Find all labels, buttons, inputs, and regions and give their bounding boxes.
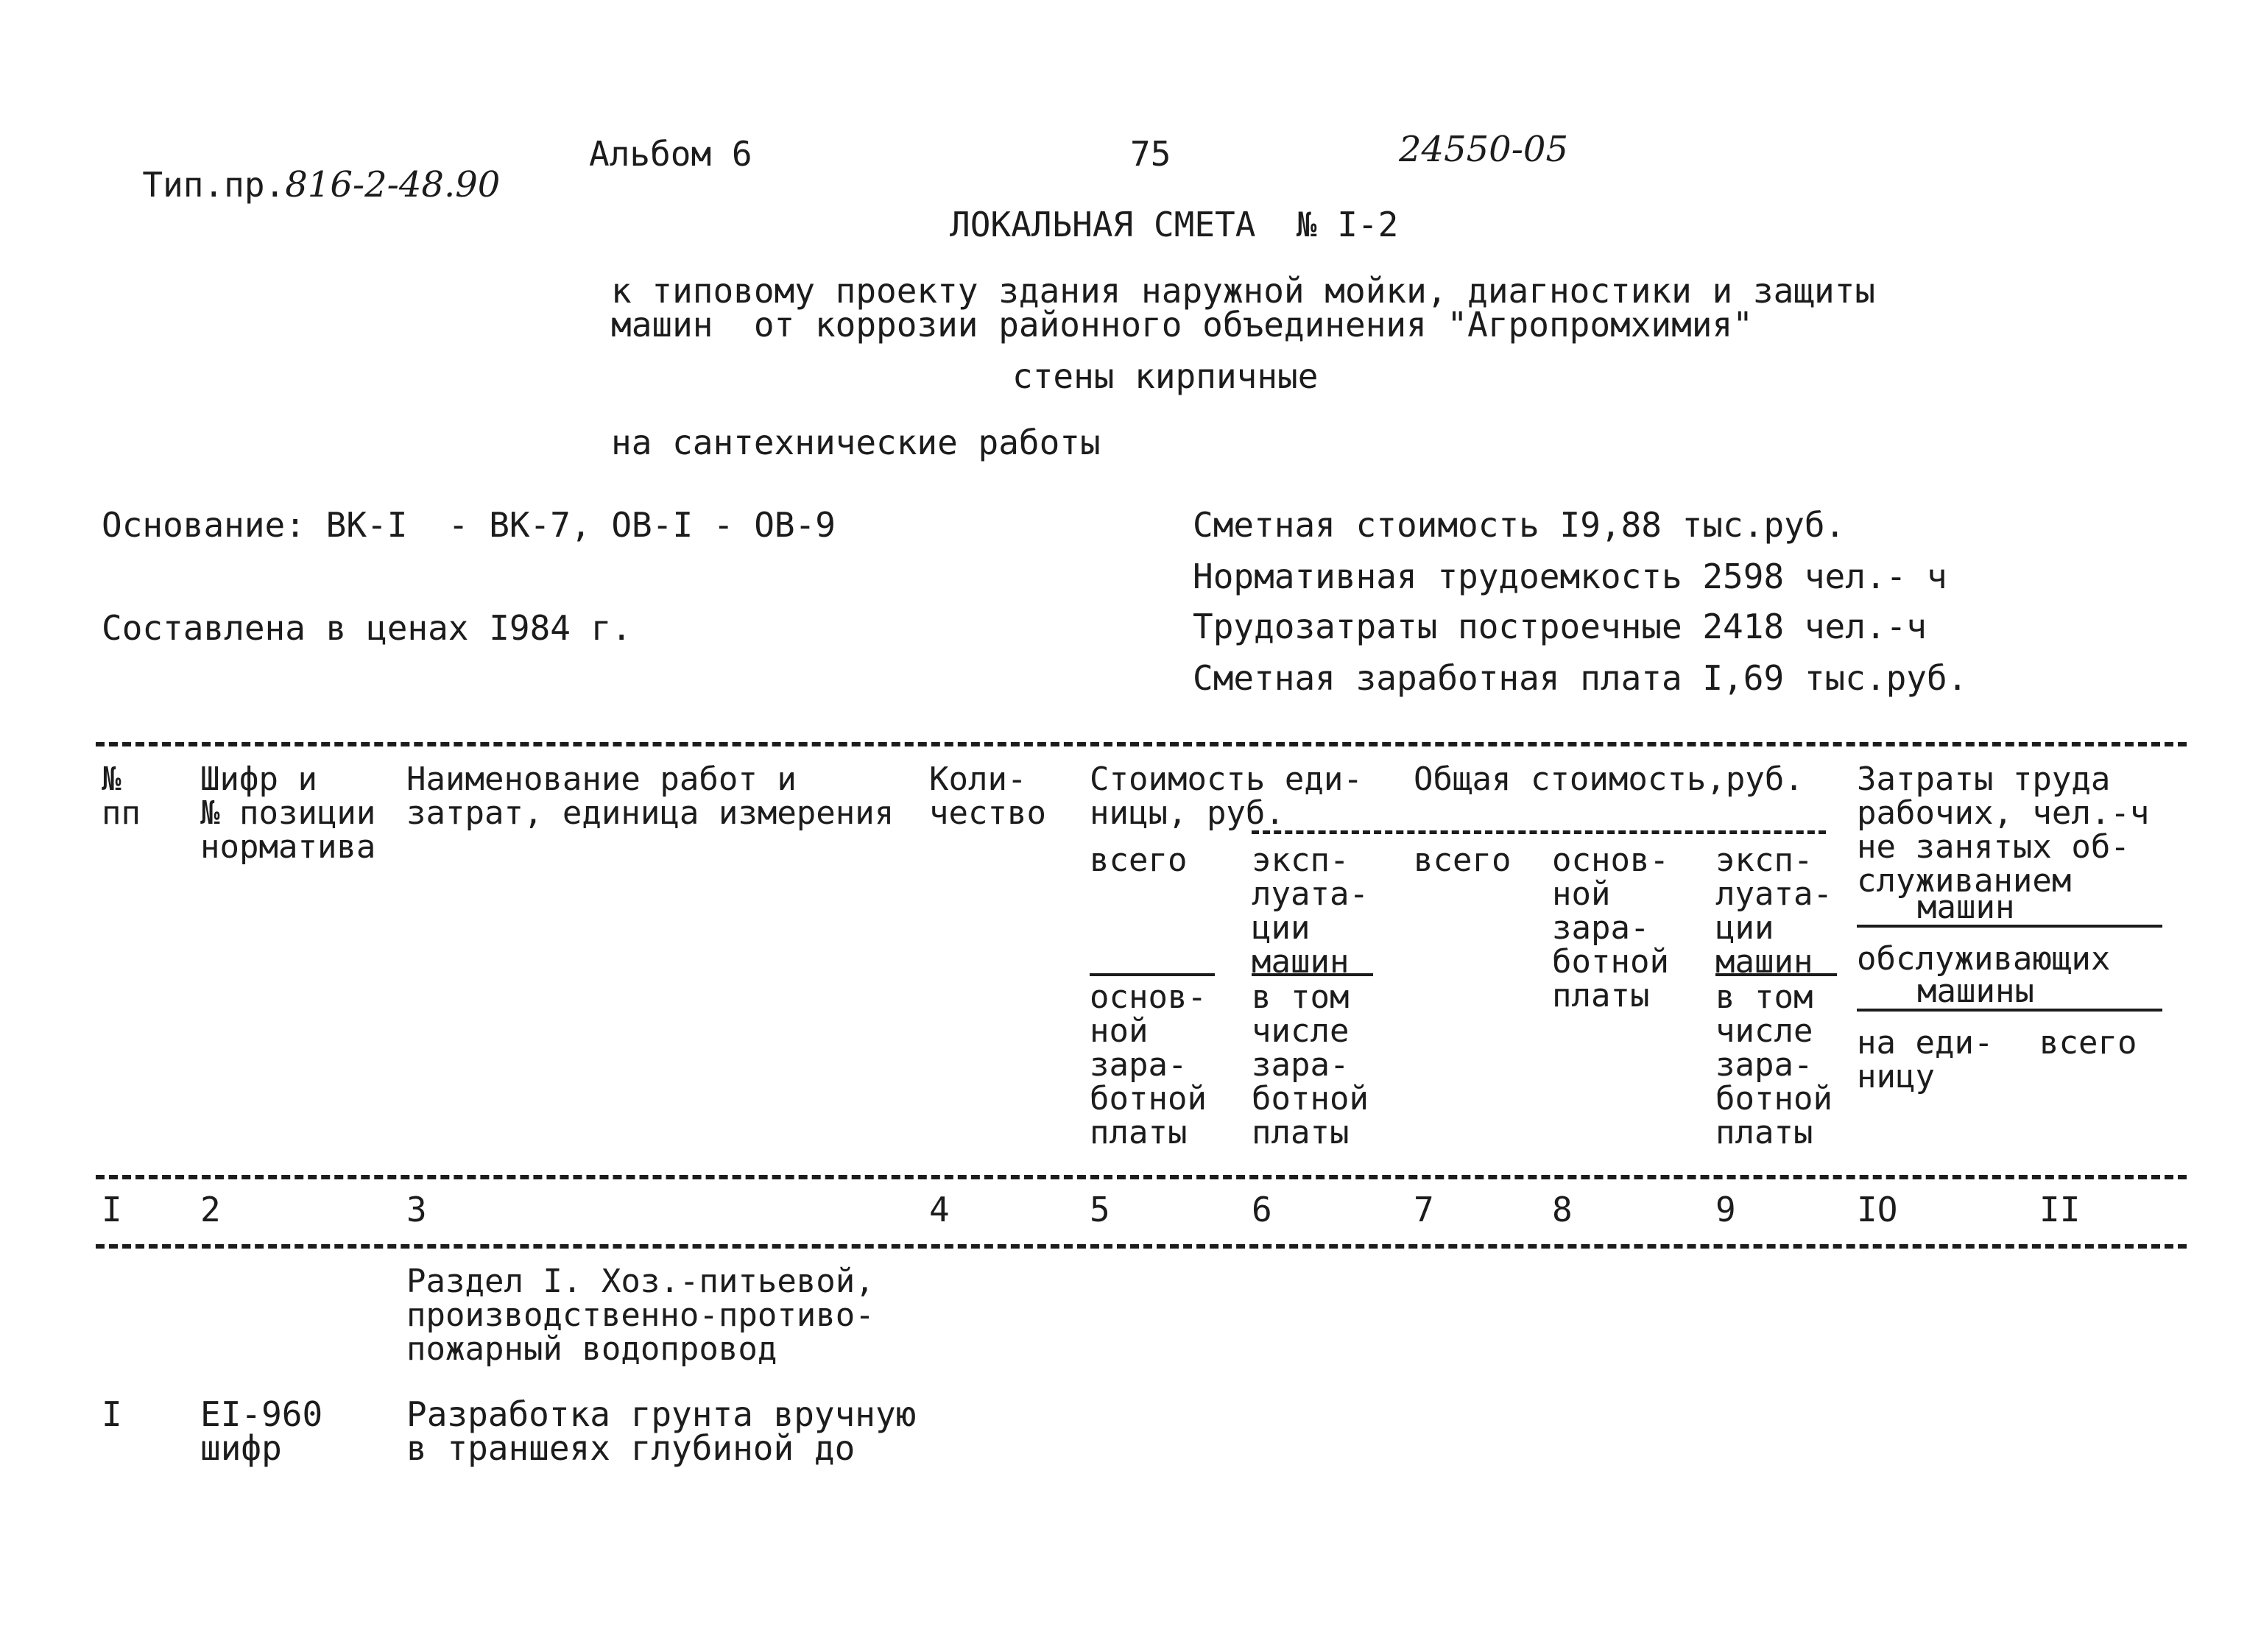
price-basis: Составлена в ценах I984 г. (102, 608, 632, 648)
column-numbers-bottom-rule (96, 1244, 2187, 1249)
project-description-line2: машин от коррозии районного объединения "Агропромхимия" (611, 305, 1753, 345)
header-unit-wage: основ- ной зара- ботной платы (1090, 978, 1207, 1151)
header-unit-expl-wage: в том числе зара- ботной платы (1252, 978, 1369, 1151)
header-total-expl-rule (1715, 973, 1837, 976)
header-quantity: Коли- чество (929, 760, 1046, 832)
column-number-11: II (2039, 1190, 2081, 1229)
project-description-line1: к типовому проекту здания наружной мойки, диагностики и защиты (611, 271, 1876, 311)
header-unit-cost: Стоимость еди- ницы, руб. (1090, 760, 1363, 832)
header-total-expl-wage: в том числе зара- ботной платы (1715, 978, 1833, 1151)
section-title: Раздел I. Хоз.-питьевой, производственно-противо- пожарный водопровод (406, 1263, 875, 1368)
project-label (102, 134, 501, 205)
header-number: № пп (102, 760, 141, 832)
column-number-7: 7 (1414, 1190, 1434, 1229)
estimated-cost: Сметная стоимость I9,88 тыс.руб. (1193, 505, 1846, 545)
column-number-6: 6 (1252, 1190, 1272, 1229)
header-name: Наименование работ и затрат, единица измерения (406, 760, 895, 832)
row-number: I (102, 1394, 122, 1434)
header-code: Шифр и № позиции норматива (200, 760, 376, 866)
estimate-title: ЛОКАЛЬНАЯ СМЕТА № I-2 (950, 205, 1399, 244)
column-number-1: I (102, 1190, 122, 1229)
header-total-wage: основ- ной зара- ботной платы (1552, 841, 1669, 1014)
header-unit-total-rule (1090, 973, 1215, 976)
header-total-expl: эксп- луата- ции машин (1715, 841, 1833, 981)
header-unit-expl: эксп- луата- ции машин (1252, 841, 1369, 981)
column-number-5: 5 (1090, 1190, 1110, 1229)
album-label: Альбом 6 (589, 134, 752, 174)
header-total-total: всего (1414, 841, 1512, 879)
page-number: 75 (1130, 134, 1171, 174)
header-cost-rule (1252, 830, 1826, 834)
project-description-walls: стены кирпичные (1012, 356, 1319, 396)
header-unit-total: всего (1090, 841, 1188, 879)
basis-reference: Основание: ВК-I - ВК-7, ОВ-I - ОВ-9 (102, 505, 836, 545)
column-number-8: 8 (1552, 1190, 1573, 1229)
work-type: на сантехнические работы (611, 423, 1101, 462)
document-code: 24550-05 (1399, 129, 1568, 170)
project-code: 816-2-48.90 (285, 164, 501, 205)
column-numbers-top-rule (96, 1175, 2187, 1179)
row-code: ЕI-960 шифр (200, 1394, 323, 1468)
header-total-cost: Общая стоимость,руб. (1414, 760, 1804, 798)
actual-labor: Трудозатраты построечные 2418 чел.-ч (1193, 607, 1927, 646)
header-labor-serving: обслуживающих (1857, 940, 2111, 978)
column-number-2: 2 (200, 1190, 221, 1229)
column-number-3: 3 (406, 1190, 427, 1229)
header-labor: Затраты труда рабочих, чел.-ч не занятых об- служиванием (1857, 760, 2150, 900)
column-number-9: 9 (1715, 1190, 1736, 1229)
header-labor-machines: машин (1917, 889, 2015, 926)
header-per-unit: на еди- ницу (1857, 1024, 1994, 1095)
estimated-wages: Сметная заработная плата I,69 тыс.руб. (1193, 658, 1968, 698)
table-top-rule (96, 742, 2187, 746)
header-labor-serving-machines: машины (1917, 973, 2034, 1010)
column-number-10: IO (1857, 1190, 1898, 1229)
project-prefix: Тип.пр. (142, 165, 286, 205)
column-number-4: 4 (929, 1190, 950, 1229)
normative-labor: Нормативная трудоемкость 2598 чел.- ч (1193, 557, 1947, 596)
header-labor-rule1 (1857, 925, 2162, 928)
header-labor-rule2 (1857, 1009, 2162, 1012)
row-name: Разработка грунта вручную в траншеях глубиной до (406, 1394, 917, 1468)
header-labor-total: всего (2039, 1024, 2137, 1062)
header-unit-expl-rule (1252, 973, 1373, 976)
